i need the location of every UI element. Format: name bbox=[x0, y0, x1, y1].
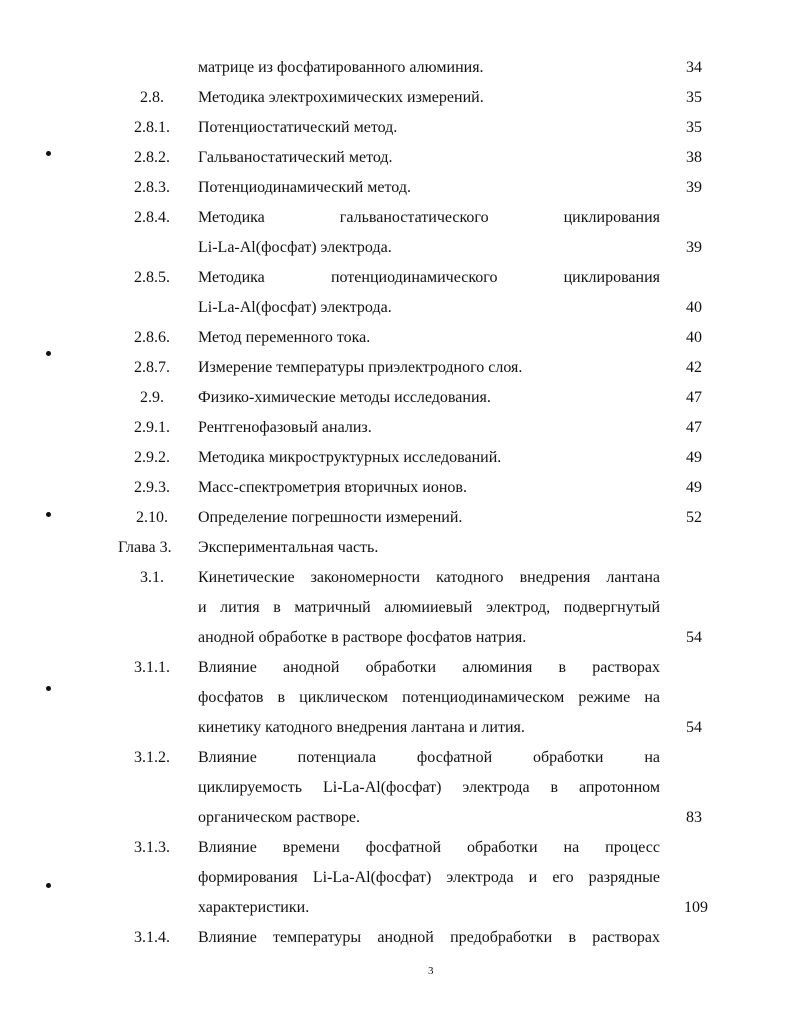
toc-entry-number: 3.1. bbox=[140, 569, 164, 586]
toc-entry-title: Методика микроструктурных исследований. bbox=[198, 449, 502, 466]
margin-dot bbox=[46, 351, 51, 356]
toc-entry-number: 2.8. bbox=[140, 89, 164, 106]
toc-entry-title: Влияние анодной обработки алюминия в растворах bbox=[198, 659, 660, 676]
toc-entry-number: 2.10. bbox=[136, 509, 168, 526]
toc-entry-number: 3.1.1. bbox=[134, 659, 170, 676]
toc-entry-title: Рентгенофазовый анализ. bbox=[198, 419, 372, 436]
page-number: 3 bbox=[428, 965, 434, 977]
toc-entry-title: Измерение температуры приэлектродного слоя. bbox=[198, 359, 523, 376]
toc-entry-number: 2.9.3. bbox=[134, 479, 170, 496]
toc-entry-page: 52 bbox=[686, 509, 702, 526]
toc-entry-page: 40 bbox=[686, 299, 702, 316]
toc-entry-title: Гальваностатический метод. bbox=[198, 149, 393, 166]
margin-dot bbox=[46, 883, 51, 888]
toc-entry-title: матрице из фосфатированного алюминия. bbox=[198, 59, 484, 76]
toc-entry-number: 3.1.2. bbox=[134, 749, 170, 766]
toc-entry-number: 2.8.7. bbox=[134, 359, 170, 376]
toc-entry-number: 3.1.3. bbox=[134, 839, 170, 856]
toc-entry-page: 35 bbox=[686, 119, 702, 136]
toc-entry-title: Влияние потенциала фосфатной обработки на bbox=[198, 749, 660, 766]
toc-entry-number: 2.9. bbox=[140, 389, 164, 406]
margin-dot bbox=[46, 512, 51, 517]
toc-entry-page: 39 bbox=[686, 179, 702, 196]
toc-entry-number: 3.1.4. bbox=[134, 929, 170, 946]
toc-entry-title: Потенциодинамический метод. bbox=[198, 179, 411, 196]
toc-entry-page: 34 bbox=[686, 59, 702, 76]
toc-entry-title: Кинетические закономерности катодного внедрения лантана bbox=[198, 569, 660, 586]
toc-entry-title-continued: анодной обработке в растворе фосфатов натрия. bbox=[198, 629, 527, 646]
toc-entry-number: 2.8.1. bbox=[134, 119, 170, 136]
toc-entry-title: Масс-спектрометрия вторичных ионов. bbox=[198, 479, 467, 496]
margin-dot bbox=[46, 686, 51, 691]
toc-entry-number: 2.8.5. bbox=[134, 269, 170, 286]
toc-entry-page: 54 bbox=[686, 719, 702, 736]
toc-entry-title: Влияние температуры анодной предобработки в растворах bbox=[198, 929, 660, 946]
toc-entry-page: 40 bbox=[686, 329, 702, 346]
toc-entry-page: 38 bbox=[686, 149, 702, 166]
toc-entry-page: 35 bbox=[686, 89, 702, 106]
toc-entry-title-continued: Li-La-Al(фосфат) электрода. bbox=[198, 239, 392, 256]
toc-entry-title-continued: кинетику катодного внедрения лантана и лития. bbox=[198, 719, 525, 736]
toc-entry-page: 83 bbox=[686, 809, 702, 826]
toc-entry-title-continued: формирования Li-La-Al(фосфат) электрода и его разрядные bbox=[198, 869, 660, 886]
toc-entry-page: 49 bbox=[686, 479, 702, 496]
toc-entry-number: 2.9.2. bbox=[134, 449, 170, 466]
toc-entry-page: 47 bbox=[686, 419, 702, 436]
toc-entry-page: 54 bbox=[686, 629, 702, 646]
toc-entry-page: 109 bbox=[684, 899, 708, 916]
toc-entry-title: Физико-химические методы исследования. bbox=[198, 389, 491, 406]
toc-entry-number: 2.8.2. bbox=[134, 149, 170, 166]
toc-entry-title-continued: Li-La-Al(фосфат) электрода. bbox=[198, 299, 392, 316]
toc-entry-title-continued: фосфатов в циклическом потенциодинамическом режиме на bbox=[198, 689, 660, 706]
toc-entry-title: Влияние времени фосфатной обработки на процесс bbox=[198, 839, 660, 856]
toc-entry-title: Методика потенциодинамического циклирования bbox=[198, 269, 660, 286]
toc-entry-title: Методика гальваностатического циклирования bbox=[198, 209, 660, 226]
toc-entry-page: 49 bbox=[686, 449, 702, 466]
toc-entry-title-continued: и лития в матричный алюмииевый электрод, подвергнутый bbox=[198, 599, 660, 616]
toc-entry-title-continued: характеристики. bbox=[198, 899, 310, 916]
toc-entry-title: Метод переменного тока. bbox=[198, 329, 371, 346]
toc-entry-title-continued: органическом растворе. bbox=[198, 809, 360, 826]
toc-entry-number: 2.8.6. bbox=[134, 329, 170, 346]
toc-entry-page: 47 bbox=[686, 389, 702, 406]
toc-entry-title: Методика электрохимических измерений. bbox=[198, 89, 484, 106]
toc-entry-number: 2.9.1. bbox=[134, 419, 170, 436]
toc-entry-number: 2.8.3. bbox=[134, 179, 170, 196]
toc-entry-title: Определение погрешности измерений. bbox=[198, 509, 463, 526]
toc-chapter-number: Глава 3. bbox=[118, 539, 172, 556]
margin-dot bbox=[46, 151, 51, 156]
toc-entry-title-continued: циклируемость Li-La-Al(фосфат) электрода в апротонном bbox=[198, 779, 660, 796]
toc-entry-page: 42 bbox=[686, 359, 702, 376]
toc-entry-page: 39 bbox=[686, 239, 702, 256]
toc-entry-title: Потенциостатический метод. bbox=[198, 119, 398, 136]
toc-chapter-title: Экспериментальная часть. bbox=[198, 539, 379, 556]
toc-entry-number: 2.8.4. bbox=[134, 209, 170, 226]
